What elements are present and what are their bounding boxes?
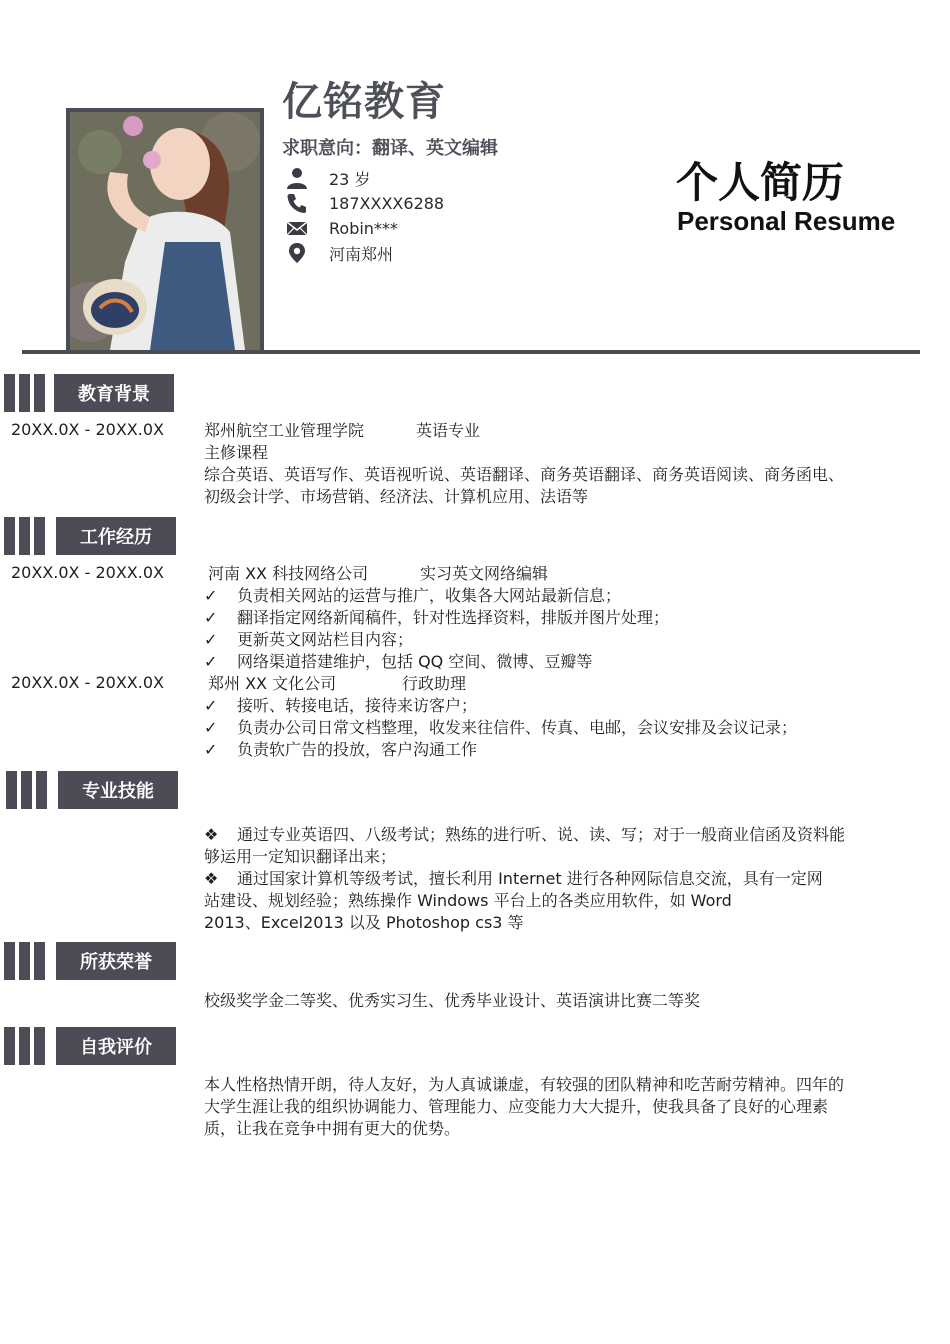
job-duty: ✓ 负责相关网站的运营与推广，收集各大网站最新信息； (204, 586, 622, 605)
check-icon: ✓ (204, 718, 218, 737)
education-school: 郑州航空工业管理学院 (204, 421, 365, 440)
honors-text: 校级奖学金二等奖、优秀实习生、优秀毕业设计、英语演讲比赛二等奖 (204, 991, 701, 1010)
education-date: 20XX.0X - 20XX.0X (11, 420, 164, 439)
courses-label: 主修课程 (204, 443, 269, 462)
check-icon: ✓ (204, 586, 218, 605)
self-eval-line: 本人性格热情开朗，待人友好，为人真诚谦虚，有较强的团队精神和吃苦耐劳精神。四年的 (204, 1075, 845, 1094)
skill-item: ❖ 通过专业英语四、八级考试；熟练的进行听、说、读、写；对于一般商业信函及资料能 (204, 825, 846, 844)
profile-photo-illustration (70, 112, 260, 350)
skill-item-cont: 够运用一定知识翻译出来； (204, 847, 397, 866)
check-icon: ✓ (204, 652, 218, 671)
info-location (286, 241, 393, 265)
resume-title-cn: 个人简历 (676, 158, 845, 207)
job-company: 河南 XX 科技网络公司 (208, 564, 369, 583)
section-title: 教育背景 (54, 374, 174, 412)
mail-icon (286, 217, 308, 239)
job-duty: ✓ 翻译指定网络新闻稿件，针对性选择资料，排版并图片处理； (204, 608, 670, 627)
bullet-icon: ❖ (204, 825, 219, 844)
check-icon: ✓ (204, 696, 218, 715)
info-phone (286, 191, 444, 215)
resume-title-en: Personal Resume (677, 206, 896, 236)
skill-item-cont: 站建设、规划经验；熟练操作 Windows 平台上的各类应用软件，如 Word (204, 891, 732, 910)
job-duty: ✓ 接听、转接电话，接待来访客户； (204, 696, 478, 715)
bullet-icon: ❖ (204, 869, 219, 888)
header-divider (22, 350, 920, 354)
phone-text: 187XXXX6288 (329, 193, 445, 213)
job-duty: ✓ 更新英文网站栏目内容； (204, 630, 414, 649)
info-age (286, 166, 370, 190)
job-role: 行政助理 (402, 674, 467, 693)
education-major: 英语专业 (416, 421, 481, 440)
profile-photo (70, 112, 260, 350)
info-email (286, 216, 398, 240)
section-title: 自我评价 (56, 1027, 176, 1065)
job-date: 20XX.0X - 20XX.0X (11, 673, 164, 692)
section-title: 所获荣誉 (56, 942, 176, 980)
check-icon: ✓ (204, 630, 218, 649)
age-text: 23 岁 (329, 169, 371, 189)
check-icon: ✓ (204, 608, 218, 627)
phone-icon (286, 192, 308, 214)
section-title: 专业技能 (58, 771, 178, 809)
profile-photo-frame (66, 108, 264, 354)
location-text: 河南郑州 (329, 244, 394, 264)
check-icon: ✓ (204, 740, 218, 759)
skill-item-cont: 2013、Excel2013 以及 Photoshop cs3 等 (204, 913, 524, 932)
job-intent: 求职意向：翻译、英文编辑 (282, 138, 498, 159)
job-duty: ✓ 负责办公司日常文档整理，收发来往信件、传真、电邮，会议安排及会议记录； (204, 718, 798, 737)
job-date: 20XX.0X - 20XX.0X (11, 563, 164, 582)
person-icon (286, 167, 308, 189)
email-text: Robin*** (329, 218, 398, 238)
location-icon (286, 242, 308, 264)
job-duty: ✓ 网络渠道搭建维护，包括 QQ 空间、微博、豆瓣等 (204, 652, 593, 671)
section-title: 工作经历 (56, 517, 176, 555)
job-company: 郑州 XX 文化公司 (208, 674, 337, 693)
candidate-name: 亿铭教育 (282, 79, 446, 125)
self-eval-line: 质，让我在竞争中拥有更大的优势。 (204, 1119, 461, 1138)
courses-line: 综合英语、英语写作、英语视听说、英语翻译、商务英语翻译、商务英语阅读、商务函电、 (204, 465, 845, 484)
courses-line: 初级会计学、市场营销、经济法、计算机应用、法语等 (204, 487, 589, 506)
skill-item: ❖ 通过国家计算机等级考试，擅长利用 Internet 进行各种网际信息交流，具有一定网 (204, 869, 823, 888)
job-role: 实习英文网络编辑 (420, 564, 549, 583)
self-eval-line: 大学生涯让我的组织协调能力、管理能力、应变能力大大提升，使我具备了良好的心理素 (204, 1097, 829, 1116)
job-duty: ✓ 负责软广告的投放，客户沟通工作 (204, 740, 478, 759)
